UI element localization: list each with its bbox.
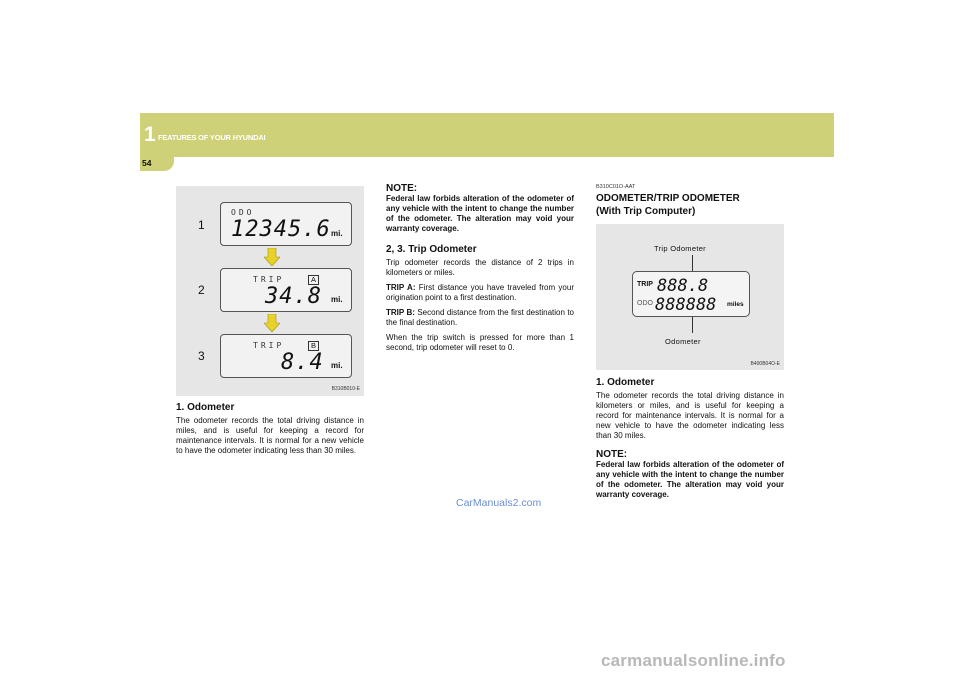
trip-b-badge: B [308, 341, 319, 351]
page-number: 54 [142, 158, 152, 168]
odo-display-value: 12345.6 [231, 217, 331, 242]
chapter-title: FEATURES OF YOUR HYUNDAI [158, 133, 266, 142]
reset-paragraph: When the trip switch is pressed for more than 1 second, trip odometer will reset to 0. [386, 333, 574, 352]
figure-code: B310B010-E [331, 386, 360, 392]
middle-column-text [386, 183, 574, 353]
lcd-trip-digits: 888.8 [657, 276, 709, 296]
trip-computer-display [632, 271, 750, 317]
trip-a-paragraph [386, 283, 574, 303]
section-title-line2: (With Trip Computer) [596, 206, 696, 217]
note-body: Federal law forbids alteration of the odometer of any vehicle with the intent to change the number of the odometer. The alteration may void your warranty coverage. [386, 194, 574, 233]
trip-a-display-unit: mi. [331, 295, 343, 304]
trip-computer-figure [596, 224, 784, 370]
odometer-label: Odometer [665, 337, 701, 346]
odometer-body: The odometer records the total driving distance in miles, and is useful for keeping a record for maintenance intervals. It is normal for a new vehicle to have the odometer indicating less than 30 miles. [176, 416, 364, 455]
left-column-text [176, 402, 364, 456]
section-code: B310C01O-AAT [596, 184, 636, 190]
trip-odometer-heading: 2, 3. Trip Odometer [386, 244, 477, 255]
trip-a-label: TRIP A: [386, 283, 416, 292]
chapter-number: 1 [144, 123, 156, 146]
odometer-body: The odometer records the total driving distance in kilometers or miles, and is useful for keeping a record for maintenance intervals. It is normal for a new vehicle to have the odometer indicating less than 30 miles. [596, 391, 784, 440]
note-label: NOTE: [386, 183, 418, 194]
step-label-3: 3 [198, 349, 205, 363]
step-label-1: 1 [198, 218, 205, 232]
footer-logo: carmanualsonline.info [601, 651, 786, 670]
note-body: Federal law forbids alteration of the odometer of any vehicle with the intent to change the number of the odometer. The alteration may void your warranty coverage. [596, 460, 784, 499]
note-label: NOTE: [596, 449, 628, 460]
trip-b-label: TRIP B: [386, 308, 415, 317]
lcd-unit: miles [727, 301, 744, 308]
odo-display-tag: ODO [231, 208, 255, 217]
odometer-display-figure [176, 186, 364, 396]
trip-a-display-value: 34.8 [265, 284, 322, 309]
trip-b-display-tag: TRIP [253, 341, 285, 350]
lcd-odo-tag: ODO [637, 300, 653, 307]
down-arrow-icon [264, 314, 280, 332]
odo-display [220, 202, 352, 246]
step-label-2: 2 [198, 283, 205, 297]
trip-intro: Trip odometer records the distance of 2 trips in kilometers or miles. [386, 258, 574, 277]
trip-pointer-line [692, 255, 693, 271]
lcd-odo-digits: 888888 [655, 295, 717, 315]
trip-b-display [220, 334, 352, 378]
trip-a-text: First distance you have traveled from your origination point to a first destination. [386, 283, 574, 302]
section-title-line1: ODOMETER/TRIP ODOMETER [596, 193, 740, 204]
watermark-link[interactable]: CarManuals2.com [456, 497, 542, 509]
trip-odometer-label: Trip Odometer [654, 244, 706, 253]
odo-pointer-line [692, 317, 693, 333]
odometer-heading: 1. Odometer [596, 377, 655, 388]
trip-a-display-tag: TRIP [253, 275, 285, 284]
lcd-trip-tag: TRIP [637, 281, 653, 288]
odometer-heading: 1. Odometer [176, 402, 235, 413]
trip-a-badge: A [308, 275, 319, 285]
down-arrow-icon [264, 248, 280, 266]
odo-display-unit: mi. [331, 229, 343, 238]
trip-b-display-value: 8.4 [281, 350, 324, 375]
figure-code: B400B04O-E [750, 361, 780, 367]
trip-b-display-unit: mi. [331, 361, 343, 370]
right-column [596, 184, 784, 500]
trip-b-paragraph [386, 308, 574, 328]
trip-a-display [220, 268, 352, 312]
trip-b-text: Second distance from the first destination to the final destination. [386, 308, 574, 327]
